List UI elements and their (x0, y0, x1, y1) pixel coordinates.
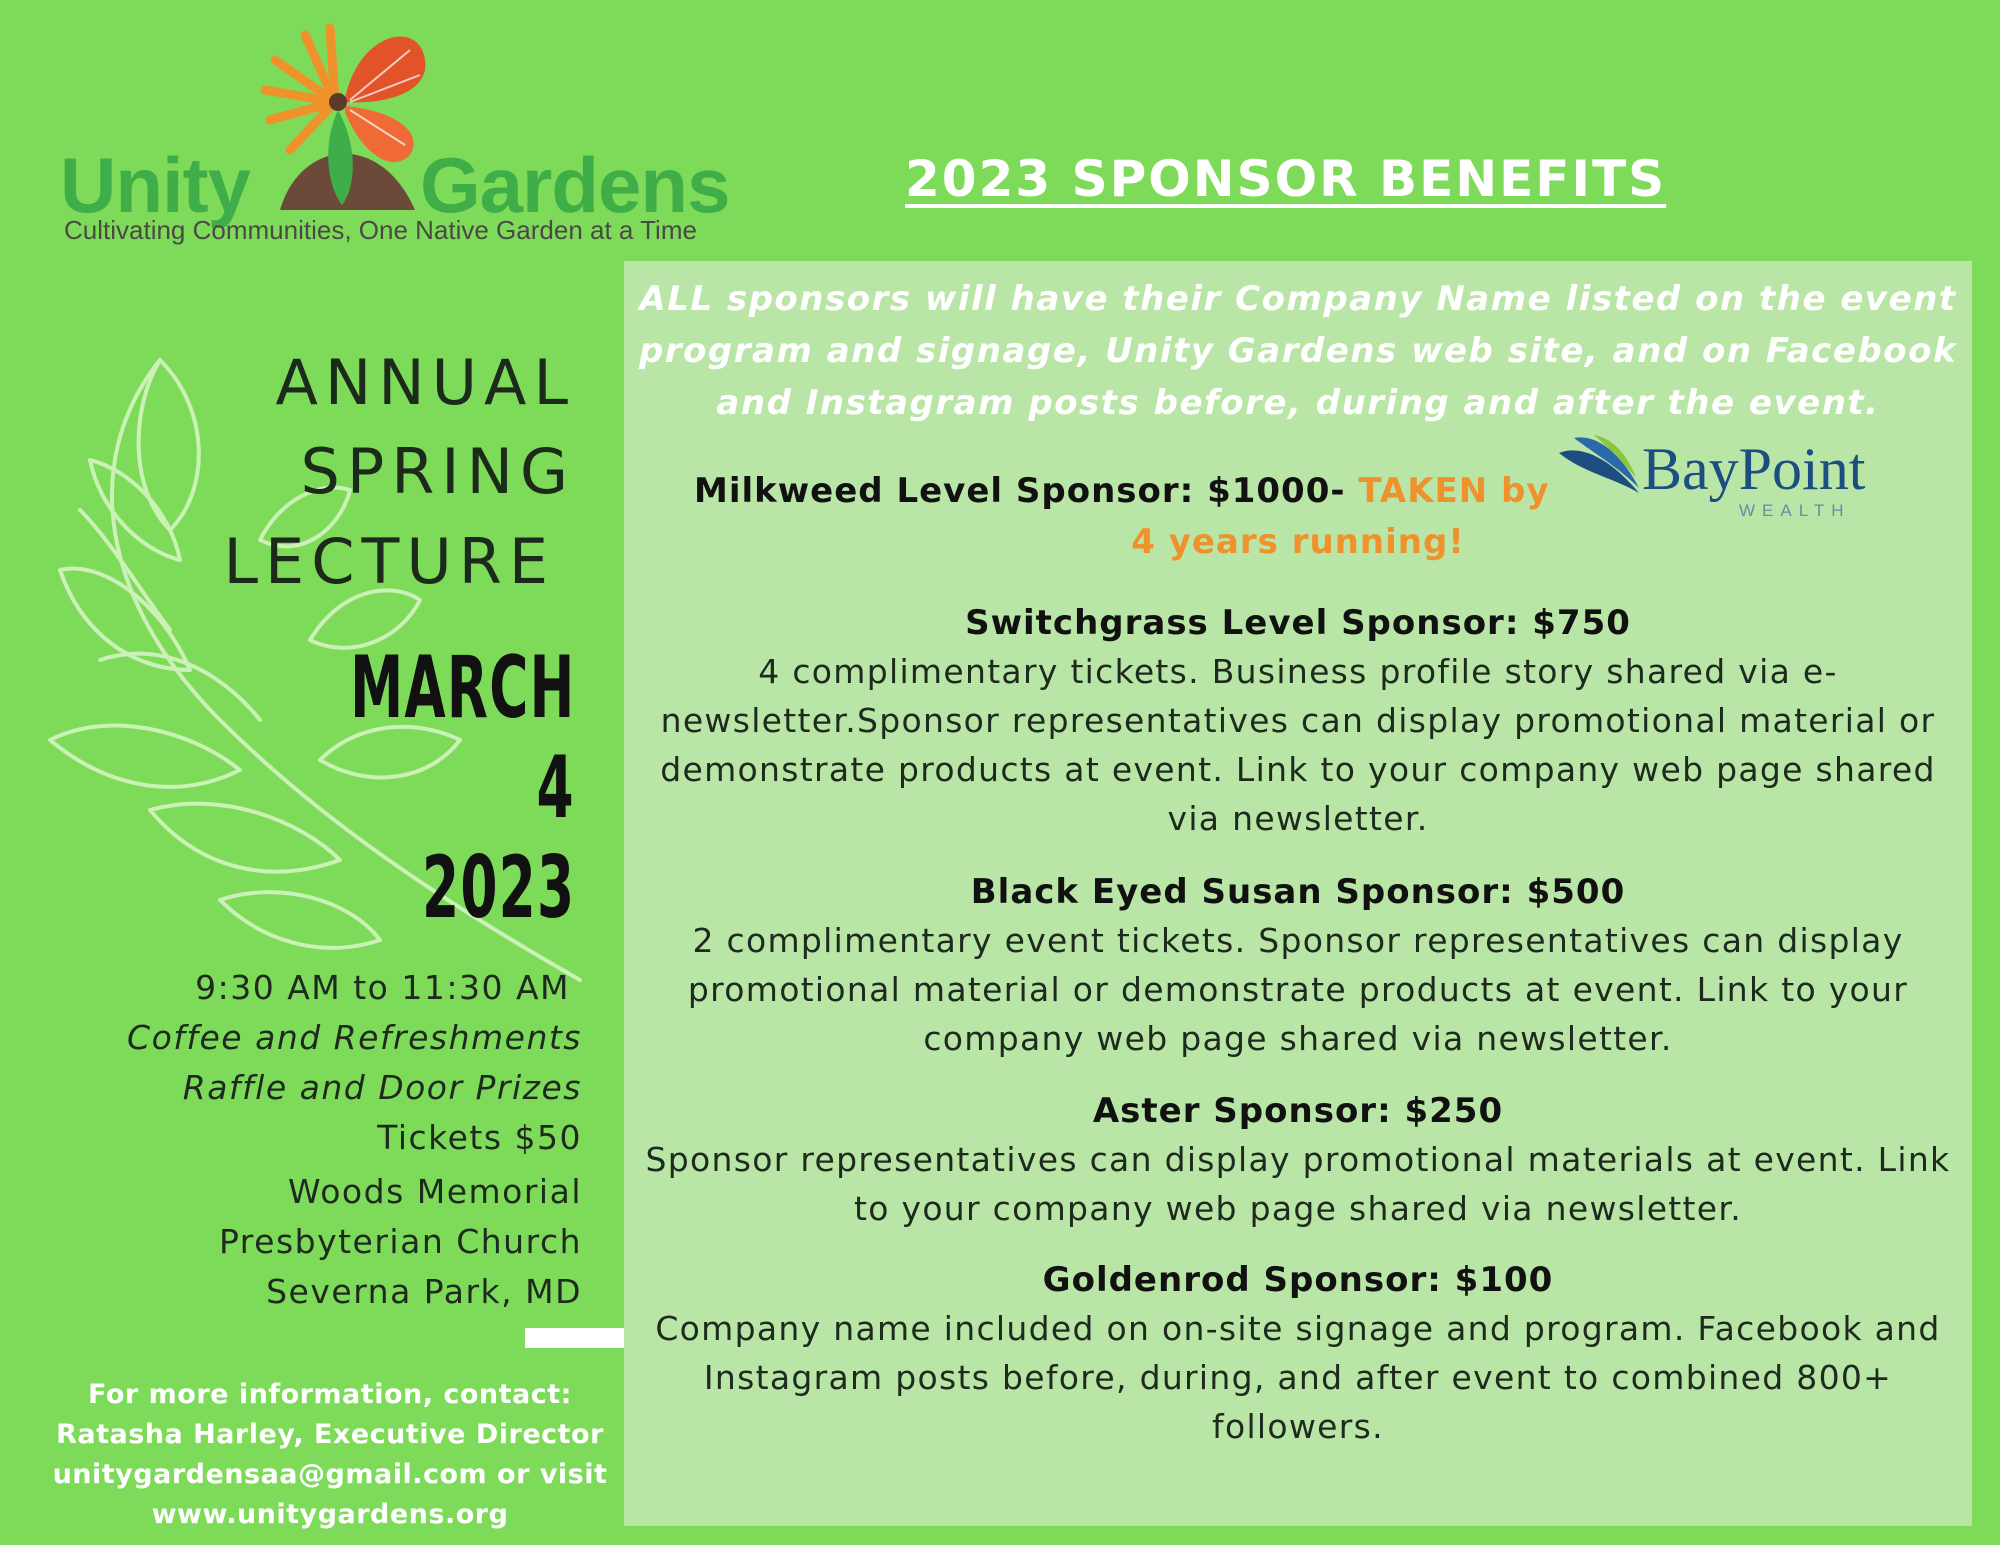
milkweed-running: 4 years running! (1131, 522, 1465, 562)
logo-tagline: Cultivating Communities, One Native Garden at a Time (64, 215, 697, 245)
switchgrass-desc: 4 complimentary tickets. Business profile story shared via e-newsletter.Sponsor representatives can display promotional material or demonstrate products at event. Link to your company web page shared via newsletter. (660, 652, 1936, 838)
page-title: 2023 SPONSOR BENEFITS (905, 150, 1667, 208)
aster-desc: Sponsor representatives can display promotional materials at event. Link to your company web page shared via newsletter. (645, 1140, 1951, 1228)
event-coffee: Coffee and Refreshments (127, 1018, 582, 1057)
aster-title: Aster Sponsor: $250 (1092, 1091, 1504, 1131)
contact-website: www.unitygardens.org (151, 1499, 509, 1530)
event-year: 2023 (421, 838, 575, 938)
event-tickets: Tickets $50 (377, 1118, 582, 1157)
black-eyed-susan-desc: 2 complimentary event tickets. Sponsor representatives can display promotional material or demonstrate products at event. Link to your company web page shared via newsletter. (687, 921, 1909, 1058)
milkweed-title (694, 471, 1550, 511)
event-title-lecture: LECTURE (223, 525, 555, 598)
milkweed-level-label: Milkweed Level Sponsor: $1000- (694, 471, 1346, 511)
baypoint-logo (1554, 433, 1894, 523)
unity-gardens-logo (60, 20, 740, 250)
event-title-spring: SPRING (300, 435, 575, 508)
switchgrass-title: Switchgrass Level Sponsor: $750 (965, 603, 1631, 643)
contact-line-1: For more information, contact: (88, 1379, 572, 1410)
goldenrod-desc: Company name included on on-site signage and program. Facebook and Instagram posts before, during, and after event to combined 800+ followers. (655, 1309, 1941, 1446)
black-eyed-susan-title: Black Eyed Susan Sponsor: $500 (970, 872, 1626, 912)
intro-text: ALL sponsors will have their Company Name listed on the event program and signage, Unity Gardens web site, and on Facebook and Instagram posts before, during and after the event. (638, 279, 1958, 423)
event-month: MARCH (349, 638, 575, 738)
event-city: Severna Park, MD (266, 1272, 582, 1311)
event-title-annual: ANNUAL (275, 346, 575, 419)
contact-info (40, 1375, 620, 1535)
sponsor-benefits-panel (624, 261, 1972, 1526)
event-time: 9:30 AM to 11:30 AM (195, 968, 570, 1007)
event-venue-line1: Woods Memorial (288, 1172, 582, 1211)
baypoint-swoosh-icon (1554, 433, 1644, 508)
divider-bar (525, 1328, 625, 1348)
baypoint-name: BayPoint (1642, 436, 1866, 502)
event-venue-line2: Presbyterian Church (218, 1222, 582, 1261)
event-raffle: Raffle and Door Prizes (182, 1068, 582, 1107)
logo-word-gardens: Gardens (420, 141, 730, 229)
baypoint-sub: WEALTH (1739, 501, 1851, 520)
milkweed-taken: TAKEN by (1358, 471, 1550, 511)
goldenrod-title: Goldenrod Sponsor: $100 (1042, 1260, 1554, 1300)
logo-word-unity: Unity (60, 141, 250, 229)
flower-icon (250, 20, 440, 210)
contact-line-2: Ratasha Harley, Executive Director (56, 1419, 604, 1450)
event-day: 4 (536, 738, 575, 838)
contact-email: unitygardensaa@gmail.com or visit (52, 1459, 608, 1490)
